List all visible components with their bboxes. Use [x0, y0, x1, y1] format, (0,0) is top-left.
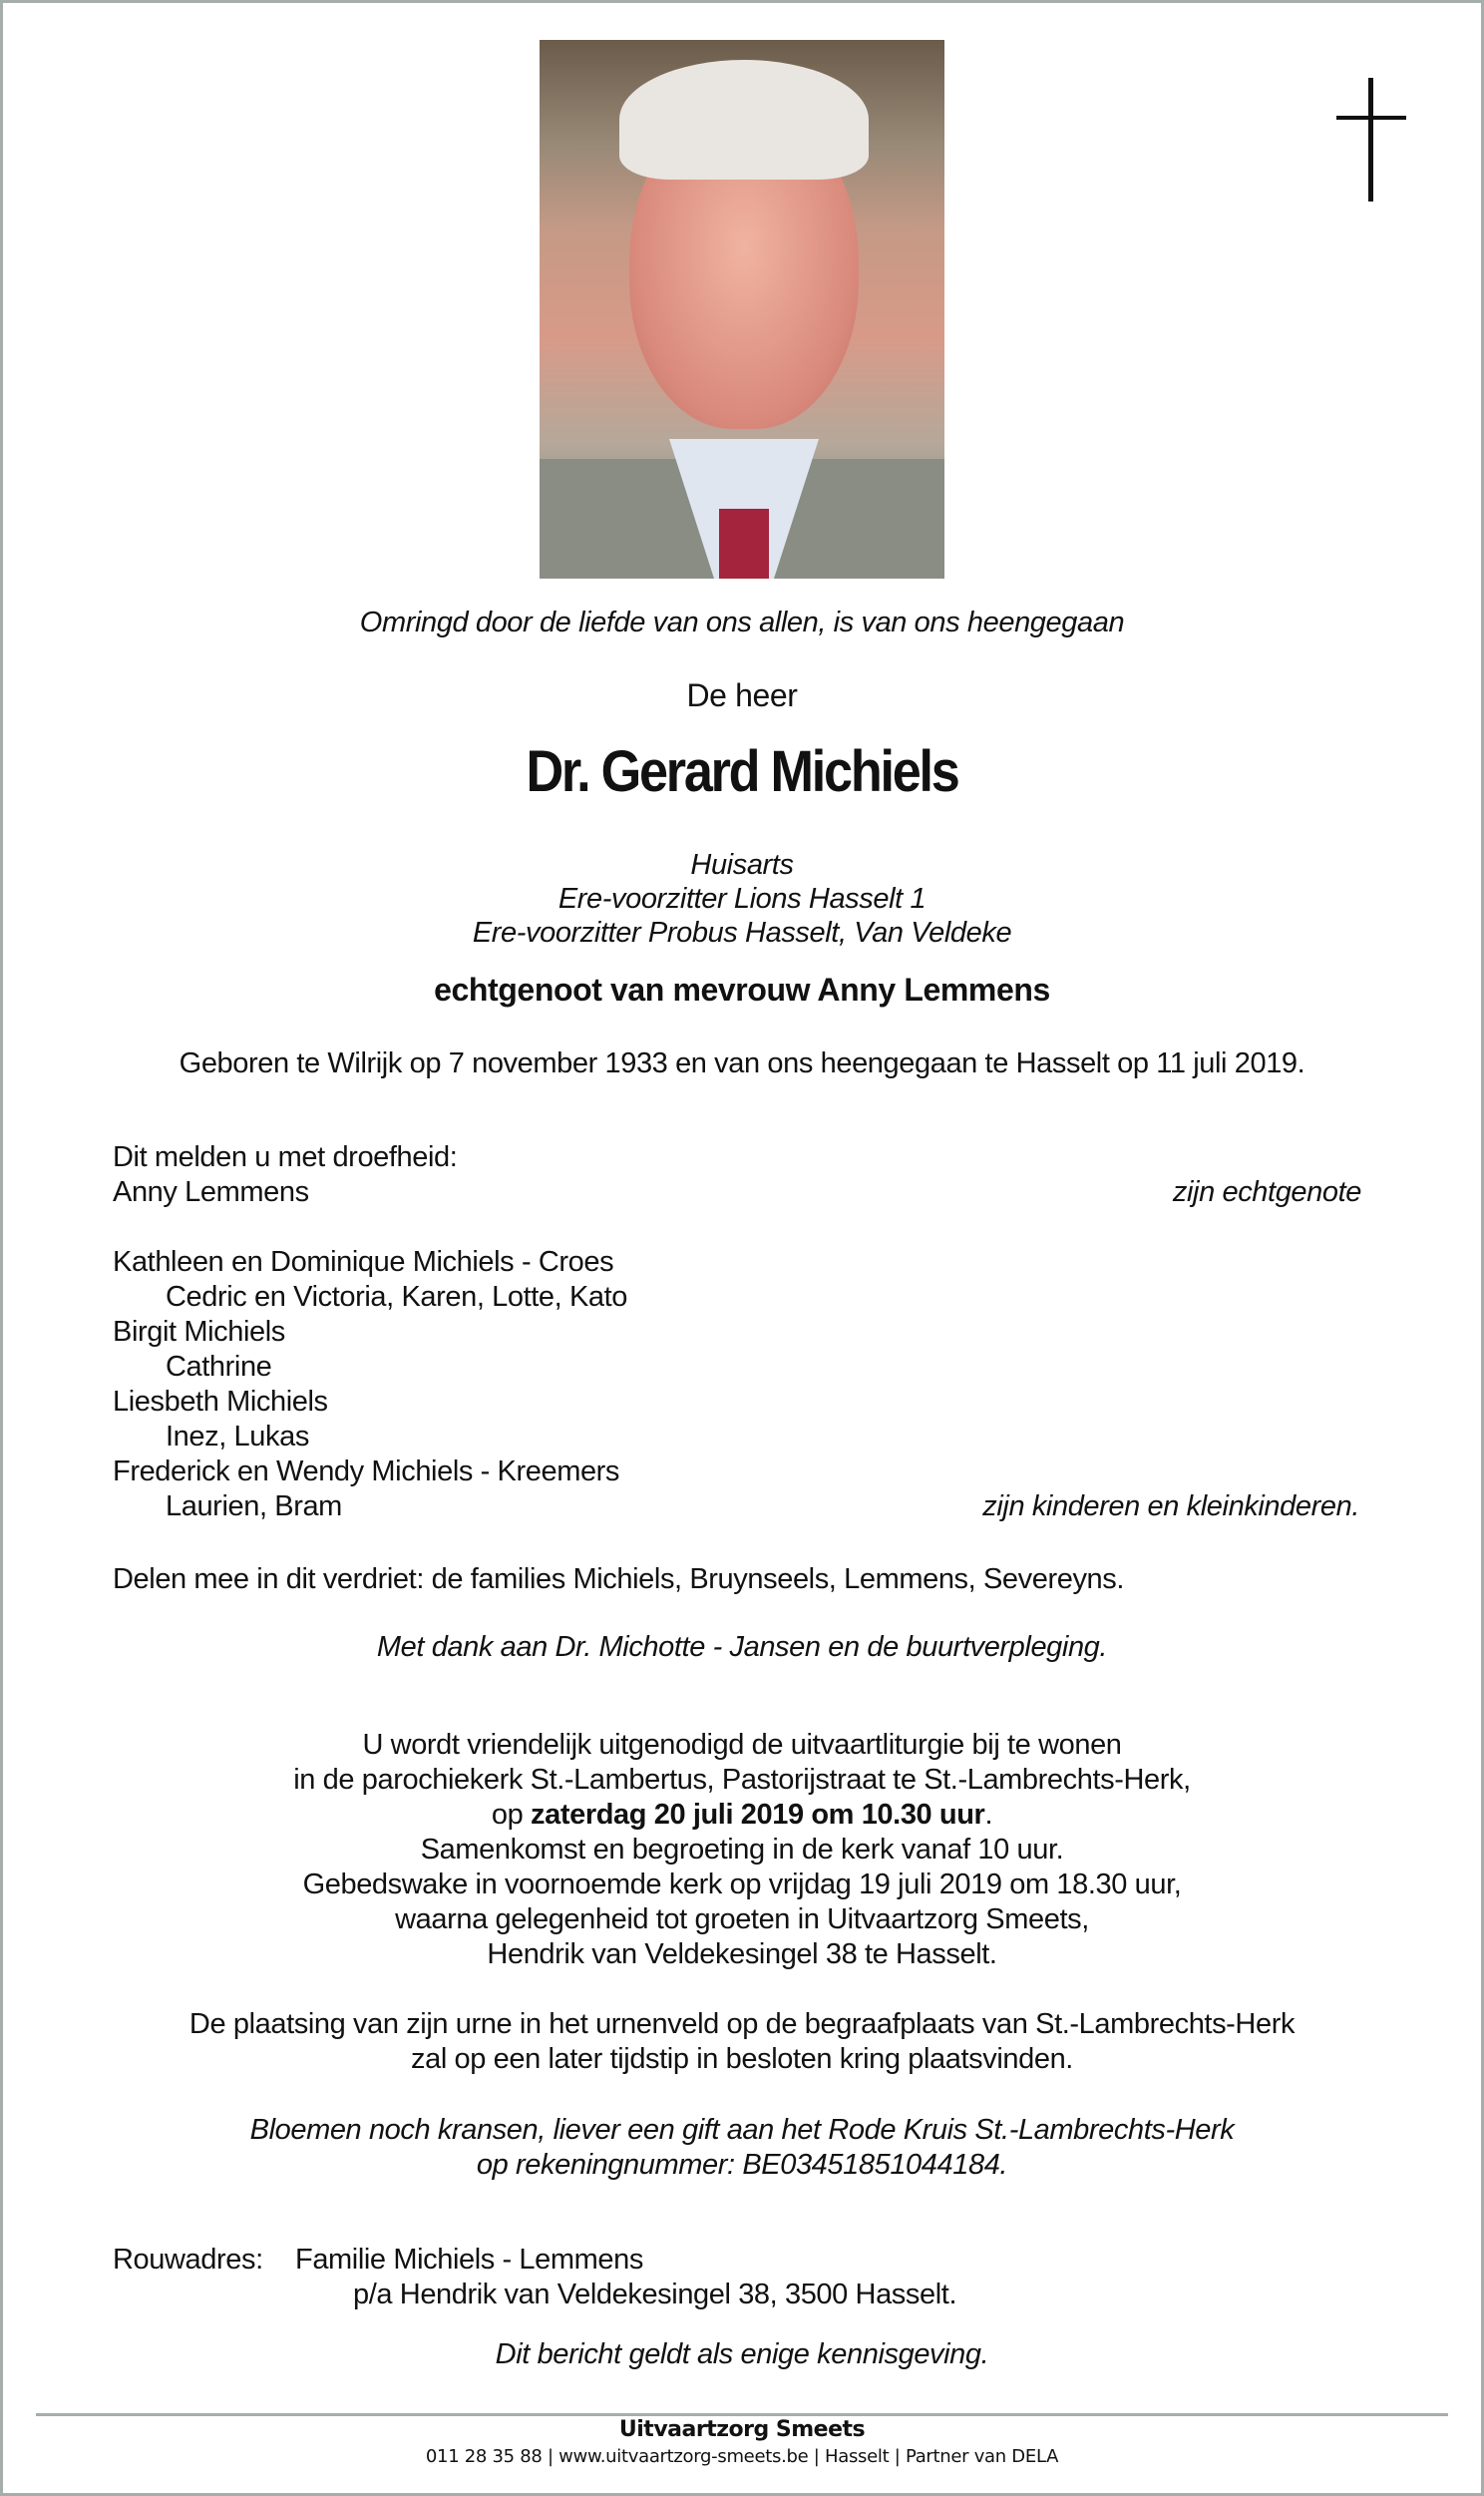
family-member: Birgit Michiels: [113, 1316, 285, 1348]
flowers-line: Bloemen noch kransen, liever een gift aan het Rode Kruis St.-Lambrechts-Herk: [249, 2114, 1235, 2146]
family-member: Cathrine: [166, 1351, 272, 1383]
spouse-name: Anny Lemmens: [113, 1176, 309, 1208]
spouse-line: echtgenoot van mevrouw Anny Lemmens: [434, 972, 1050, 1008]
shared-grief: Delen mee in dit verdriet: de families Michiels, Bruynseels, Lemmens, Severeyns.: [113, 1563, 1125, 1595]
announce-label: Dit melden u met droefheid:: [113, 1141, 458, 1173]
urn-line: zal op een later tijdstip in besloten kring plaatsvinden.: [411, 2043, 1073, 2075]
family-relation: zijn kinderen en kleinkinderen.: [982, 1490, 1359, 1522]
birth-death: Geboren te Wilrijk op 7 november 1933 en van ons heengegaan te Hasselt op 11 juli 2019.: [179, 1047, 1305, 1079]
deceased-name: Dr. Gerard Michiels: [526, 739, 958, 804]
urn-line: De plaatsing van zijn urne in het urnenveld op de begraafplaats van St.-Lambrechts-Herk: [188, 2008, 1296, 2040]
family-member: Liesbeth Michiels: [113, 1386, 328, 1418]
spouse-relation: zijn echtgenote: [1172, 1176, 1361, 1208]
notice: Dit bericht geldt als enige kennisgeving.: [495, 2338, 989, 2370]
family-member: Cedric en Victoria, Karen, Lotte, Kato: [166, 1281, 628, 1313]
ceremony-date-suffix: .: [984, 1799, 993, 1831]
family-member: Frederick en Wendy Michiels - Kreemers: [113, 1456, 620, 1487]
ceremony-date: zaterdag 20 juli 2019 om 10.30 uur: [531, 1799, 985, 1831]
address-line: Familie Michiels - Lemmens: [295, 2244, 643, 2276]
footer-divider: [36, 2413, 1448, 2416]
ceremony-line: Samenkomst en begroeting in de kerk vanaf 10 uur.: [420, 1834, 1064, 1866]
thanks: Met dank aan Dr. Michotte - Jansen en de buurtverpleging.: [376, 1631, 1108, 1663]
ceremony-line: Hendrik van Veldekesingel 38 te Hasselt.: [487, 1938, 997, 1970]
family-member: Inez, Lukas: [166, 1421, 309, 1453]
ceremony-line: Gebedswake in voornoemde kerk op vrijdag 19 juli 2019 om 18.30 uur,: [302, 1869, 1182, 1900]
ceremony-line: U wordt vriendelijk uitgenodigd de uitvaartliturgie bij te wonen: [362, 1729, 1122, 1761]
salutation: De heer: [686, 677, 798, 713]
cross-icon: [1336, 78, 1406, 202]
footer-contact: 011 28 35 88 | www.uitvaartzorg-smeets.be | Hasselt | Partner van DELA: [425, 2446, 1059, 2467]
flowers-line: op rekeningnummer: BE03451851044184.: [476, 2149, 1008, 2181]
address-label: Rouwadres:: [113, 2244, 263, 2276]
ceremony-date-line: [0, 1798, 1484, 1833]
family-member: Laurien, Bram: [166, 1490, 342, 1522]
ceremony-line: waarna gelegenheid tot groeten in Uitvaartzorg Smeets,: [395, 1903, 1089, 1935]
portrait-photo: [540, 40, 944, 579]
title-line: Ere-voorzitter Probus Hasselt, Van Veldeke: [472, 917, 1012, 949]
title-line: Ere-voorzitter Lions Hasselt 1: [557, 883, 927, 915]
ceremony-line: in de parochiekerk St.-Lambertus, Pastorijstraat te St.-Lambrechts-Herk,: [293, 1764, 1191, 1796]
footer-company: Uitvaartzorg Smeets: [618, 2417, 866, 2442]
title-line: Huisarts: [690, 849, 794, 881]
intro-text: Omringd door de liefde van ons allen, is van ons heengegaan: [359, 607, 1125, 638]
ceremony-date-prefix: op: [491, 1799, 531, 1831]
family-member: Kathleen en Dominique Michiels - Croes: [113, 1246, 614, 1278]
address-line: p/a Hendrik van Veldekesingel 38, 3500 Hasselt.: [353, 2279, 957, 2310]
